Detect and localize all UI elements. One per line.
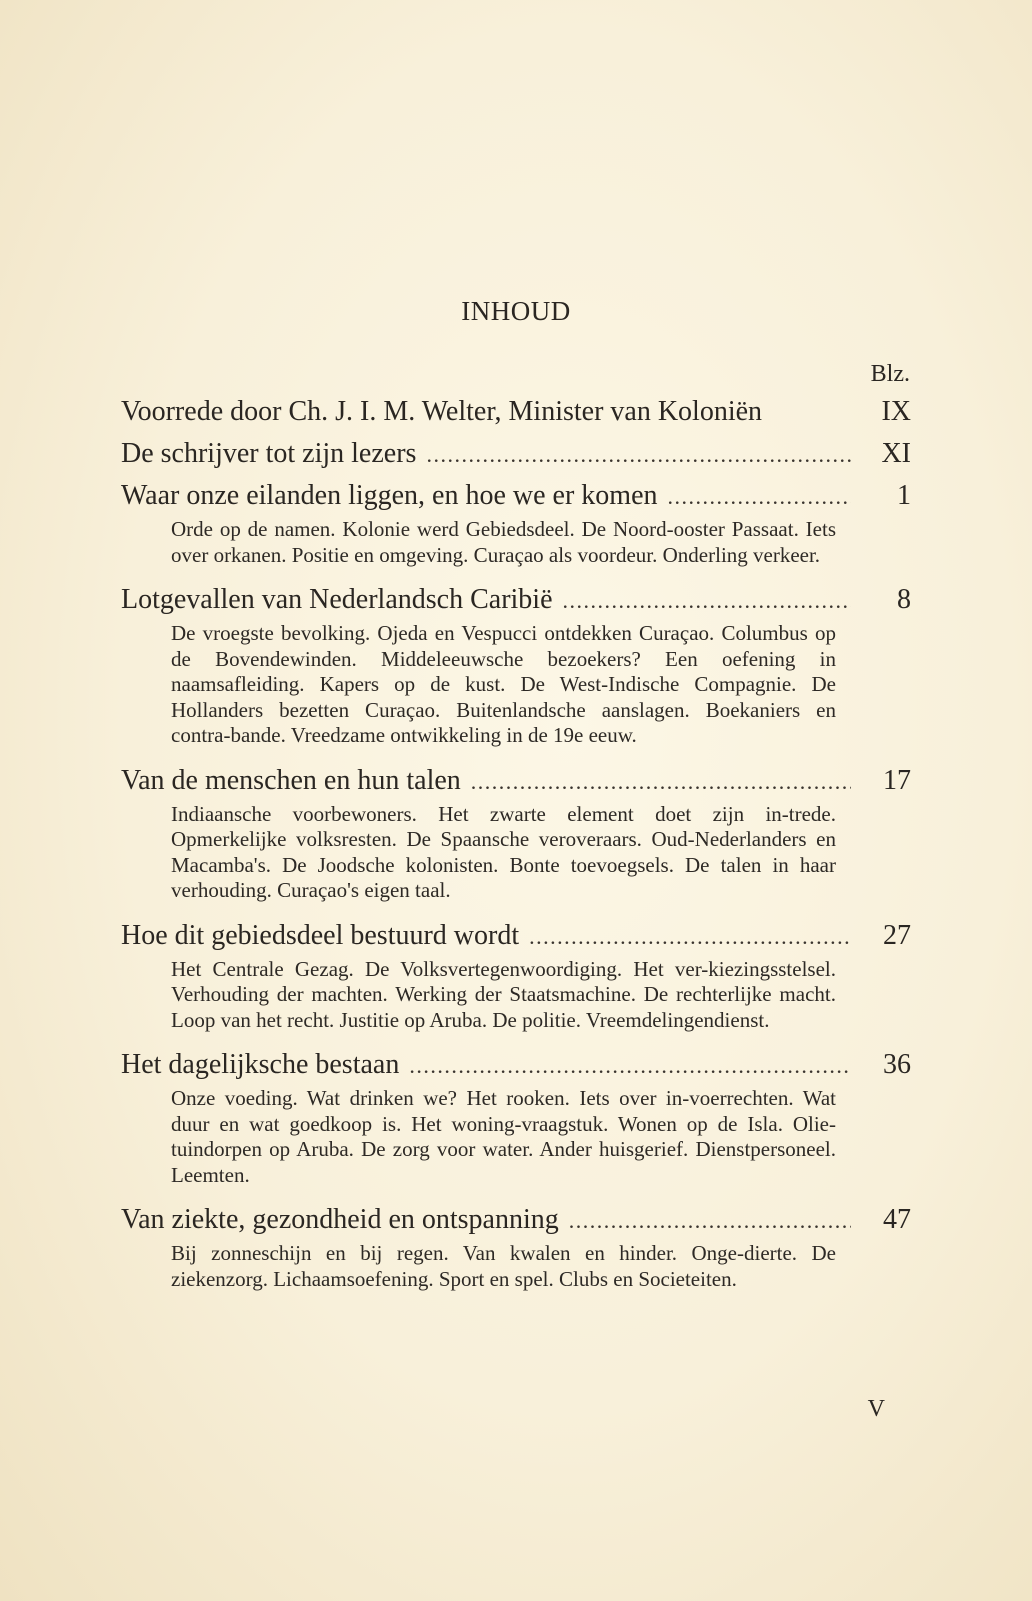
toc-entry xyxy=(121,434,911,475)
dot-leader xyxy=(668,477,851,517)
toc-entry-page: 8 xyxy=(897,584,911,615)
toc-entry-title: Lotgevallen van Nederlandsch Caribië xyxy=(121,584,553,615)
toc-entry-page: XI xyxy=(881,438,911,469)
toc-entry-row xyxy=(121,916,911,957)
toc-entry-description: Bij zonneschijn en bij regen. Van kwalen en hinder. Onge-dierte. De ziekenzorg. Lichaamsoefening. Sport en spel. Clubs en Societeiten. xyxy=(171,1241,836,1291)
dot-leader xyxy=(569,1201,851,1241)
toc-entry-row xyxy=(121,476,911,517)
dot-leader xyxy=(409,1046,851,1086)
toc-entry-description: Onze voeding. Wat drinken we? Het rooken. Iets over in-voerrechten. Wat duur en wat goedkoop is. Het woning-vraagstuk. Wonen op de Isla. Olie-tuindorpen op Aruba. De zorg voor water. Ander huisgerief. Dienstpersoneel. Leemten. xyxy=(171,1086,836,1187)
toc-entry-page: 47 xyxy=(883,1204,911,1235)
page-number: V xyxy=(867,1396,885,1422)
toc-entry xyxy=(121,392,911,433)
toc-entry xyxy=(121,1200,911,1292)
dot-leader xyxy=(529,917,851,957)
toc-entry-row xyxy=(121,1200,911,1241)
toc-entry-row xyxy=(121,434,911,475)
toc-entry-title: Voorrede door Ch. J. I. M. Welter, Minister van Koloniën xyxy=(121,396,763,427)
toc-entry-row xyxy=(121,1045,911,1086)
toc-entry-description: De vroegste bevolking. Ojeda en Vespucci ontdekken Curaçao. Columbus op de Bovendewinden. Middeleeuwsche bezoekers? Een oefening in naamsafleiding. Kapers op de kust. De West-Indische Compagnie. De Hollanders bezetten Curaçao. Buitenlandsche aanslagen. Boekaniers en contra-bande. Vreedzame ontwikkeling in de 19e eeuw. xyxy=(171,621,836,747)
toc-entry-row xyxy=(121,392,911,433)
toc-entry-title: Van ziekte, gezondheid en ontspanning xyxy=(121,1204,559,1235)
toc-entry xyxy=(121,580,911,749)
toc-entry-title: Hoe dit gebiedsdeel bestuurd wordt xyxy=(121,919,520,951)
toc-entry-row xyxy=(121,580,911,621)
toc-entry-description: Indiaansche voorbewoners. Het zwarte element doet zijn in-trede. Opmerkelijke volksresten. De Spaansche veroveraars. Oud-Nederlanders en Macamba's. De Joodsche kolonisten. Bonte toevoegsels. De talen in haar verhouding. Curaçao's eigen taal. xyxy=(171,801,836,902)
dot-leader xyxy=(563,581,852,621)
toc-entry xyxy=(121,1045,911,1188)
toc-entry-title: Het dagelijksche bestaan xyxy=(121,1049,400,1080)
toc-entry-page: 36 xyxy=(883,1049,911,1080)
toc-entry-title: Waar onze eilanden liggen, en hoe we er komen xyxy=(121,480,658,511)
dot-leader xyxy=(426,435,851,475)
toc-entry-page: 1 xyxy=(897,480,911,511)
toc-entry xyxy=(121,916,911,1034)
toc-entry-title: De schrijver tot zijn lezers xyxy=(121,438,417,469)
toc-entry-row xyxy=(121,761,911,802)
dot-leader xyxy=(471,762,851,802)
page-column-label: Blz. xyxy=(870,361,910,387)
toc-entry-page: 17 xyxy=(883,764,911,796)
page-title: INHOUD xyxy=(461,296,571,326)
toc-entry xyxy=(121,476,911,568)
toc-entry-page: IX xyxy=(881,396,911,427)
toc-entry-description: Het Centrale Gezag. De Volksvertegenwoordiging. Het ver-kiezingsstelsel. Verhouding der machten. Werking der Staatsmachine. De rechterlijke macht. Loop van het recht. Justitie op Aruba. De politie. Vreemdelingendienst. xyxy=(171,956,836,1032)
table-of-contents xyxy=(121,392,911,1304)
toc-entry xyxy=(121,761,911,904)
toc-entry-description: Orde op de namen. Kolonie werd Gebiedsdeel. De Noord-ooster Passaat. Iets over orkanen. Positie en omgeving. Curaçao als voordeur. Onderling verkeer. xyxy=(171,517,836,567)
toc-entry-title: Van de menschen en hun talen xyxy=(121,764,461,796)
toc-entry-page: 27 xyxy=(883,919,911,951)
